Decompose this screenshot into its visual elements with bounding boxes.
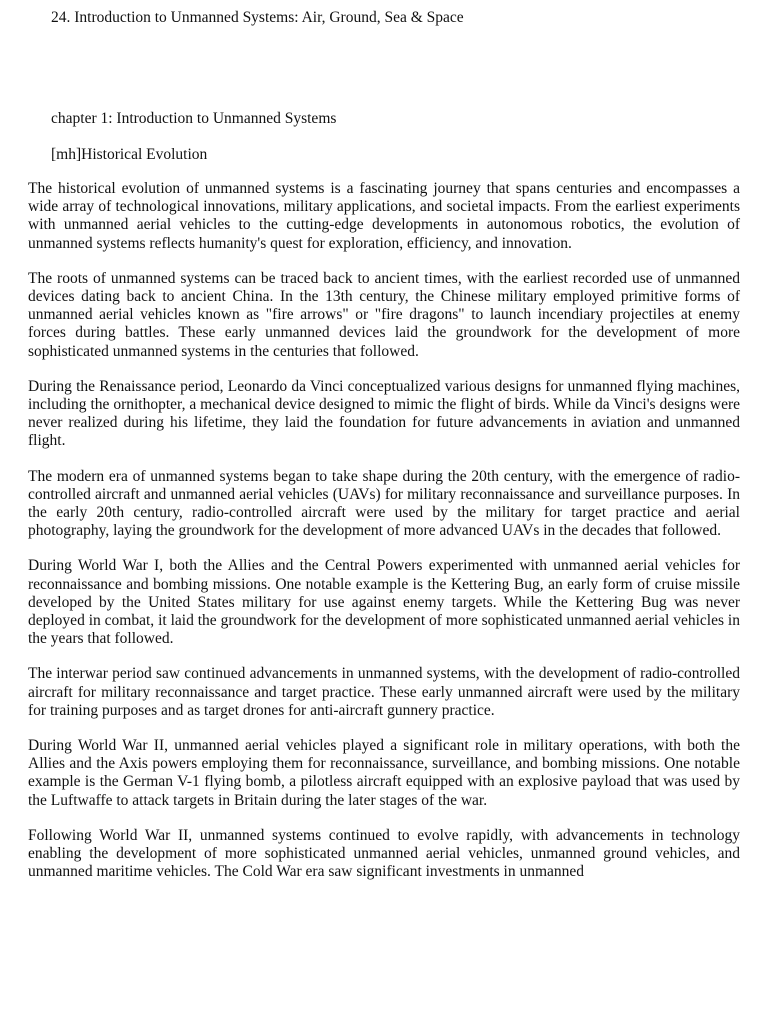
paragraph: Following World War II, unmanned systems continued to evolve rapidly, with advancements in technology enabling the development of more sophisticated unmanned aerial vehicles, unmanned ground vehicles, and unmanned maritime vehicles. The Cold War era saw significant investments in unmanned bbox=[28, 826, 740, 881]
paragraph: During World War I, both the Allies and the Central Powers experimented with unmanned aerial vehicles for reconnaissance and bombing missions. One notable example is the Kettering Bug, an early form of cruise missile developed by the United States military for use against enemy targets. While the Kettering Bug was never deployed in combat, it laid the groundwork for the development of more sophisticated unmanned aerial vehicles in the years that followed. bbox=[28, 557, 740, 648]
paragraph: The roots of unmanned systems can be traced back to ancient times, with the earliest recorded use of unmanned devices dating back to ancient China. In the 13th century, the Chinese military employed primitive forms of unmanned aerial vehicles known as "fire arrows" or "fire dragons" to launch incendiary projectiles at enemy forces during battles. These early unmanned devices laid the groundwork for the development of more sophisticated unmanned systems in the centuries that followed. bbox=[28, 269, 740, 360]
paragraph: The interwar period saw continued advancements in unmanned systems, with the development of radio-controlled aircraft for military reconnaissance and target practice. These early unmanned aircraft were used by the military for training purposes and as target drones for anti-aircraft gunnery practice. bbox=[28, 665, 740, 719]
book-title: 24. Introduction to Unmanned Systems: Air, Ground, Sea & Space bbox=[51, 9, 464, 26]
paragraph: During World War II, unmanned aerial vehicles played a significant role in military operations, with both the Allies and the Axis powers employing them for reconnaissance, surveillance, and bombing missions. One notable example is the German V-1 flying bomb, a pilotless aircraft equipped with an explosive payload that was used by the Luftwaffe to attack targets in Britain during the later stages of the war. bbox=[28, 737, 740, 809]
section-title: [mh]Historical Evolution bbox=[51, 146, 208, 163]
paragraph: The modern era of unmanned systems began to take shape during the 20th century, with the emergence of radio-controlled aircraft and unmanned aerial vehicles (UAVs) for military reconnaissance and surveillance purposes. In the early 20th century, radio-controlled aircraft were used by the military for target practice and aerial photography, laying the groundwork for the development of more advanced UAVs in the decades that followed. bbox=[28, 467, 740, 540]
body-text bbox=[28, 180, 740, 899]
chapter-title: chapter 1: Introduction to Unmanned Systems bbox=[51, 110, 337, 127]
paragraph: During the Renaissance period, Leonardo da Vinci conceptualized various designs for unmanned flying machines, including the ornithopter, a mechanical device designed to mimic the flight of birds. While da Vinci's designs were never realized during his lifetime, they laid the foundation for future advancements in aviation and unmanned flight. bbox=[28, 377, 740, 450]
paragraph: The historical evolution of unmanned systems is a fascinating journey that spans centuries and encompasses a wide array of technological innovations, military applications, and societal impacts. From the earliest experiments with unmanned aerial vehicles to the cutting-edge developments in autonomous robotics, the evolution of unmanned systems reflects humanity's quest for exploration, efficiency, and innovation. bbox=[28, 180, 740, 252]
